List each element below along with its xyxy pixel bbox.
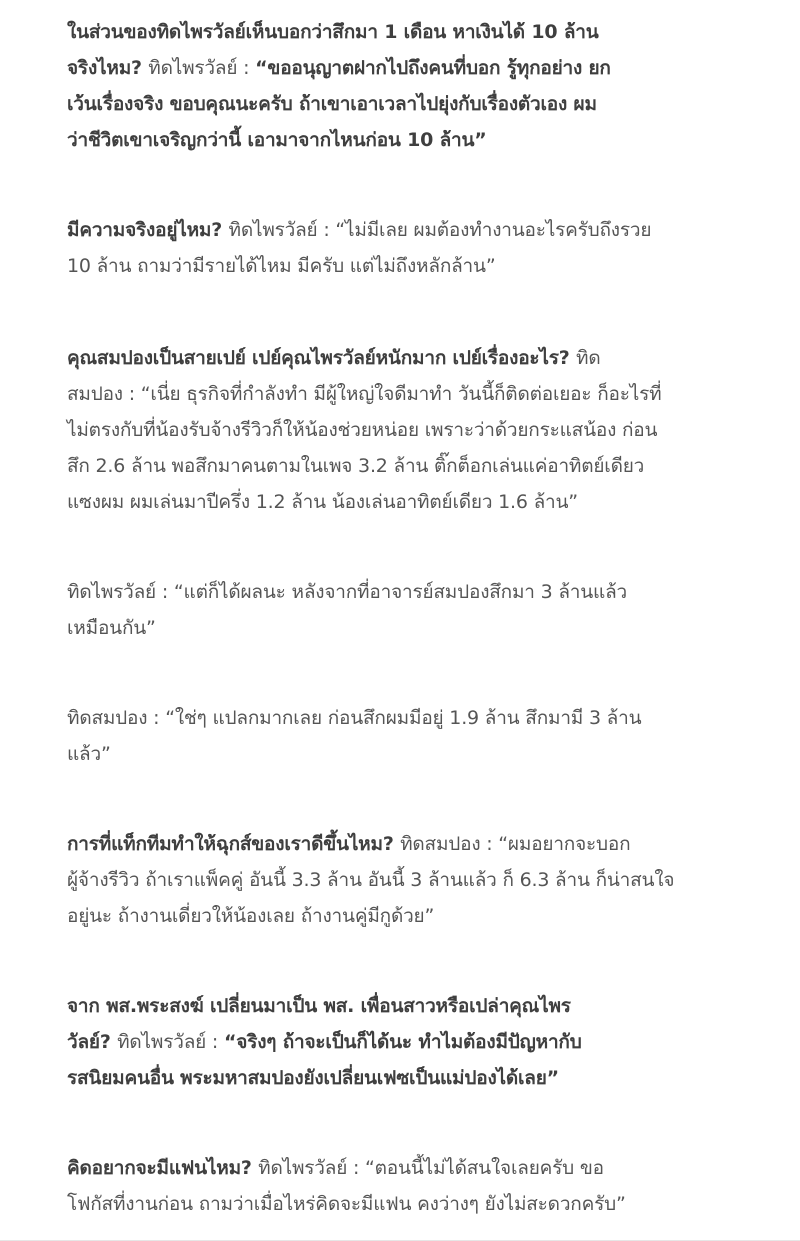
interview-question: คุณสมปองเป็นสายเปย์ เปย์คุณไพรวัลย์หนักมาก เปย์เรื่องอะไร? bbox=[67, 347, 577, 369]
interview-paragraph-2 bbox=[67, 212, 760, 284]
interview-answer: ทิดไพรวัลย์ : “ตอนนี้ไม่ได้สนใจเลยครับ ขอ โฟกัสที่งานก่อน ถามว่าเมื่อไหร่คิดจะมีแฟน คงว่างๆ ยังไม่สะดวกครับ” bbox=[67, 1157, 626, 1215]
interview-speaker: ทิดไพรวัลย์ : bbox=[148, 57, 256, 79]
interview-question: มีความจริงอยู่ไหม? bbox=[67, 219, 229, 241]
interview-quote: “ขออนุญาตฝากไปถึงคนที่บอก รู้ทุกอย่าง ยก เว้นเรื่องจริง ขอบคุณนะครับ ถ้าเขาเอาเวลาไปยุ่งกับเรื่องตัวเอง ผม ว่าชีวิตเขาเจริญกว่านี้ เอามาจากไหนก่อน 10 ล้าน” bbox=[67, 57, 611, 151]
interview-paragraph-7 bbox=[67, 988, 760, 1096]
interview-paragraph-1 bbox=[67, 14, 760, 158]
interview-question: การที่แท็กทีมทำให้ฉุกส์ของเราดีขึ้นไหม? bbox=[67, 833, 401, 855]
interview-paragraph-5 bbox=[67, 700, 760, 772]
interview-question: จาก พส.พระสงฆ์ เปลี่ยนมาเป็น พส. เพื่อนสาวหรือเปล่าคุณไพร วัลย์? bbox=[67, 995, 571, 1053]
interview-answer: ทิดไพรวัลย์ : “แต่ก็ได้ผลนะ หลังจากที่อาจารย์สมปองสึกมา 3 ล้านแล้ว เหมือนกัน” bbox=[67, 581, 627, 639]
interview-paragraph-3 bbox=[67, 340, 760, 520]
interview-quote: “จริงๆ ถ้าจะเป็นก็ได้นะ ทำไมต้องมีปัญหากับ รสนิยมคนอื่น พระมหาสมปองยังเปลี่ยนเฟซเป็นแม่ปองได้เลย” bbox=[67, 1031, 582, 1089]
interview-question: ในส่วนของทิดไพรวัลย์เห็นบอกว่าสึกมา 1 เดือน หาเงินได้ 10 ล้าน จริงไหม? bbox=[67, 21, 599, 79]
interview-answer: ทิด สมปอง : “เนี่ย ธุรกิจที่กำลังทำ มีผู้ใหญ่ใจดีมาทำ วันนี้ก็ติดต่อเยอะ ก็อะไรที่ ไม่ตรงกับที่น้องรับจ้างรีวิวก็ให้น้องช่วยหน่อย เพราะว่าด้วยกระแสน้อง ก่อน สึก 2.6 ล้าน พอสึกมาคนตามในเพจ 3.2 ล้าน ติ๊กต็อกเล่นแค่อาทิตย์เดียว แซงผม ผมเล่นมาปีครึ่ง 1.2 ล้าน น้องเล่นอาทิตย์เดียว 1.6 ล้าน” bbox=[67, 347, 662, 513]
interview-answer: ทิดไพรวัลย์ : “ไม่มีเลย ผมต้องทำงานอะไรครับถึงรวย 10 ล้าน ถามว่ามีรายได้ไหม มีครับ แต่ไม่ถึงหลักล้าน” bbox=[67, 219, 652, 277]
interview-answer: ทิดสมปอง : “ผมอยากจะบอก ผู้จ้างรีวิว ถ้าเราแพ็คคู่ อันนี้ 3.3 ล้าน อันนี้ 3 ล้านแล้ว ก็ 6.3 ล้าน ก็น่าสนใจ อยู่นะ ถ้างานเดี่ยวให้น้องเลย ถ้างานคู่มีกูด้วย” bbox=[67, 833, 675, 927]
interview-question: คิดอยากจะมีแฟนไหม? bbox=[67, 1157, 259, 1179]
interview-paragraph-6 bbox=[67, 826, 760, 934]
interview-answer: ทิดสมปอง : “ใช่ๆ แปลกมากเลย ก่อนสึกผมมีอยู่ 1.9 ล้าน สึกมามี 3 ล้าน แล้ว” bbox=[67, 707, 642, 765]
interview-speaker: ทิดไพรวัลย์ : bbox=[117, 1031, 224, 1053]
interview-paragraph-4 bbox=[67, 574, 760, 646]
interview-paragraph-8 bbox=[67, 1150, 760, 1222]
